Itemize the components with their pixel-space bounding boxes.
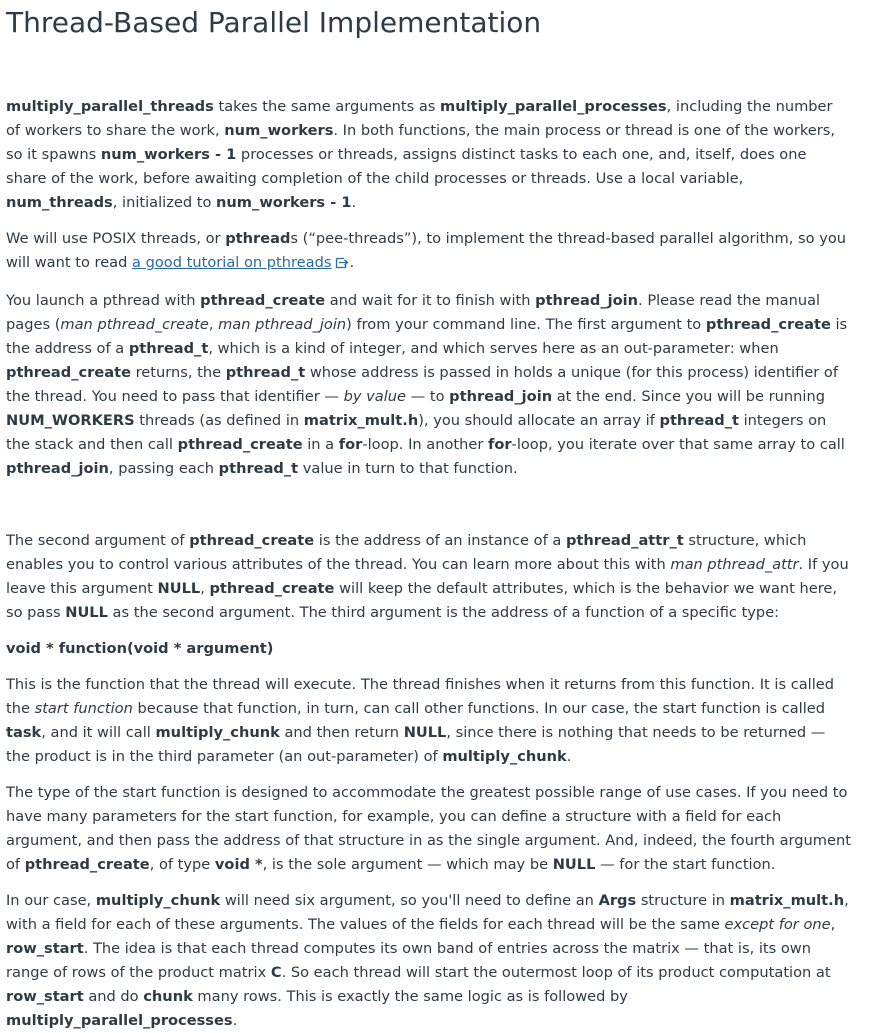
bold-term: task xyxy=(6,724,42,741)
bold-term: pthread_join xyxy=(449,388,553,405)
paragraph-pthreads: We will use POSIX threads, or pthreads (“pee-threads”), to implement the thread-based parallel algorithm, so you will want to read a good tutorial on pthreads . xyxy=(6,227,851,277)
bold-term: pthread_attr_t xyxy=(565,532,684,549)
italic-term: man pthread_attr xyxy=(670,556,799,573)
bold-term: matrix_mult.h xyxy=(303,412,419,429)
bold-term: void * xyxy=(214,856,263,873)
bold-term: pthread_create xyxy=(24,856,150,873)
bold-term: chunk xyxy=(143,988,193,1005)
italic-term: start function xyxy=(34,700,133,717)
bold-term: pthread xyxy=(225,230,291,247)
bold-term: multiply_parallel_processes xyxy=(440,98,667,115)
italic-term: man pthread_join xyxy=(218,316,347,333)
bold-term: num_workers - 1 xyxy=(216,194,352,211)
paragraph-pthread-create: You launch a pthread with pthread_create and wait for it to finish with pthread_join. Please read the manual pages (man pthread_create, man pthread_join) from your command line. The first argument to pthread_create is the address of a pthread_t, which is a kind of integer, and which serves here as an out-parameter: when pthread_create returns, the pthread_t whose address is passed in holds a unique (for this process) identifier of the thread. You need to pass that identifier — by value — to pthread_join at the end. Since you will be running NUM_WORKERS threads (as defined in matrix_mult.h), you should allocate an array if pthread_t integers on the stack and then call pthread_create in a for-loop. In another for-loop, you iterate over that same array to call pthread_join, passing each pthread_t value in turn to that function. xyxy=(6,292,848,477)
italic-term: by value xyxy=(343,388,406,405)
function-signature xyxy=(6,637,851,661)
bold-term: NUM_WORKERS xyxy=(6,412,135,429)
bold-term: void * function(void * argument) xyxy=(6,640,274,657)
bold-term: num_threads xyxy=(6,194,113,211)
external-link-icon xyxy=(335,253,349,277)
bold-term: matrix_mult.h xyxy=(729,892,845,909)
italic-term: man pthread_create xyxy=(60,316,209,333)
bold-term: pthread_t xyxy=(225,364,306,381)
bold-term: pthread_t xyxy=(218,460,299,477)
paragraph-start-function: This is the function that the thread will execute. The thread finishes when it returns from this function. It is called the start function because that function, in turn, can call other functions. In our case, the start function is called task, and it will call multiply_chunk and then return NULL, since there is nothing that needs to be returned — the product is in the third parameter (an out-parameter) of multiply_chunk. xyxy=(6,676,835,765)
bold-term: num_workers xyxy=(224,122,334,139)
bold-term: pthread_create xyxy=(6,364,131,381)
bold-term: pthread_create xyxy=(705,316,831,333)
bold-term: pthread_create xyxy=(209,580,335,597)
pthreads-tutorial-link[interactable]: a good tutorial on pthreads xyxy=(132,254,332,271)
paragraph-start-function-type: The type of the start function is designed to accommodate the greatest possible range of use cases. If you need to have many parameters for the start function, for example, you can define a structure with a field for each argument, and then pass the address of that structure in as the single argument. And, indeed, the fourth argument of pthread_create, of type void *, is the sole argument — which may be NULL — for the start function. xyxy=(6,784,851,873)
page-title: Thread-Based Parallel Implementation xyxy=(6,6,542,39)
paragraph-args-structure: In our case, multiply_chunk will need six argument, so you'll need to define an Args structure in matrix_mult.h, with a field for each of these arguments. The values of the fields for each thread will be the same except for one, row_start. The idea is that each thread computes its own band of entries across the matrix — that is, its own range of rows of the product matrix C. So each thread will start the outermost loop of its product computation at row_start and do chunk many rows. This is exactly the same logic as is followed by multiply_parallel_processes. xyxy=(6,892,849,1029)
bold-term: num_workers - 1 xyxy=(100,146,237,163)
italic-term: except for one xyxy=(724,916,831,933)
article-body xyxy=(6,95,851,1033)
bold-term: multiply_chunk xyxy=(155,724,280,741)
paragraph-intro: multiply_parallel_threads takes the same arguments as multiply_parallel_processes, including the number of workers to share the work, num_workers. In both functions, the main process or thread is one of the workers, so it spawns num_workers - 1 processes or threads, assigns distinct tasks to each one, and, itself, does one share of the work, before awaiting completion of the child processes or threads. Use a local variable, num_threads, initialized to num_workers - 1. xyxy=(6,98,836,211)
bold-term: row_start xyxy=(6,988,84,1005)
bold-term: pthread_join xyxy=(535,292,639,309)
bold-term: pthread_join xyxy=(6,460,109,477)
bold-term: NULL xyxy=(552,856,596,873)
bold-term: pthread_t xyxy=(659,412,739,429)
bold-term: multiply_chunk xyxy=(442,748,567,765)
bold-term: multiply_chunk xyxy=(95,892,221,909)
bold-term: row_start xyxy=(6,940,84,957)
bold-term: NULL xyxy=(157,580,201,597)
bold-term: C xyxy=(270,964,282,981)
bold-term: NULL xyxy=(65,604,108,621)
paragraph-second-argument: The second argument of pthread_create is the address of an instance of a pthread_attr_t structure, which enables you to control various attributes of the thread. You can learn more about this with man pthread_attr. If you leave this argument NULL, pthread_create will keep the default attributes, which is the behavior we want here, so pass NULL as the second argument. The third argument is the address of a function of a specific type: xyxy=(6,532,849,621)
bold-term: Args xyxy=(598,892,637,909)
bold-term: for xyxy=(338,436,363,453)
bold-term: multiply_parallel_processes xyxy=(6,1012,233,1029)
bold-term: pthread_create xyxy=(177,436,303,453)
bold-term: pthread_create xyxy=(189,532,315,549)
bold-term: pthread_t xyxy=(128,340,209,357)
bold-term: multiply_parallel_threads xyxy=(6,98,214,115)
bold-term: NULL xyxy=(403,724,447,741)
bold-term: pthread_create xyxy=(200,292,326,309)
bold-term: for xyxy=(487,436,512,453)
